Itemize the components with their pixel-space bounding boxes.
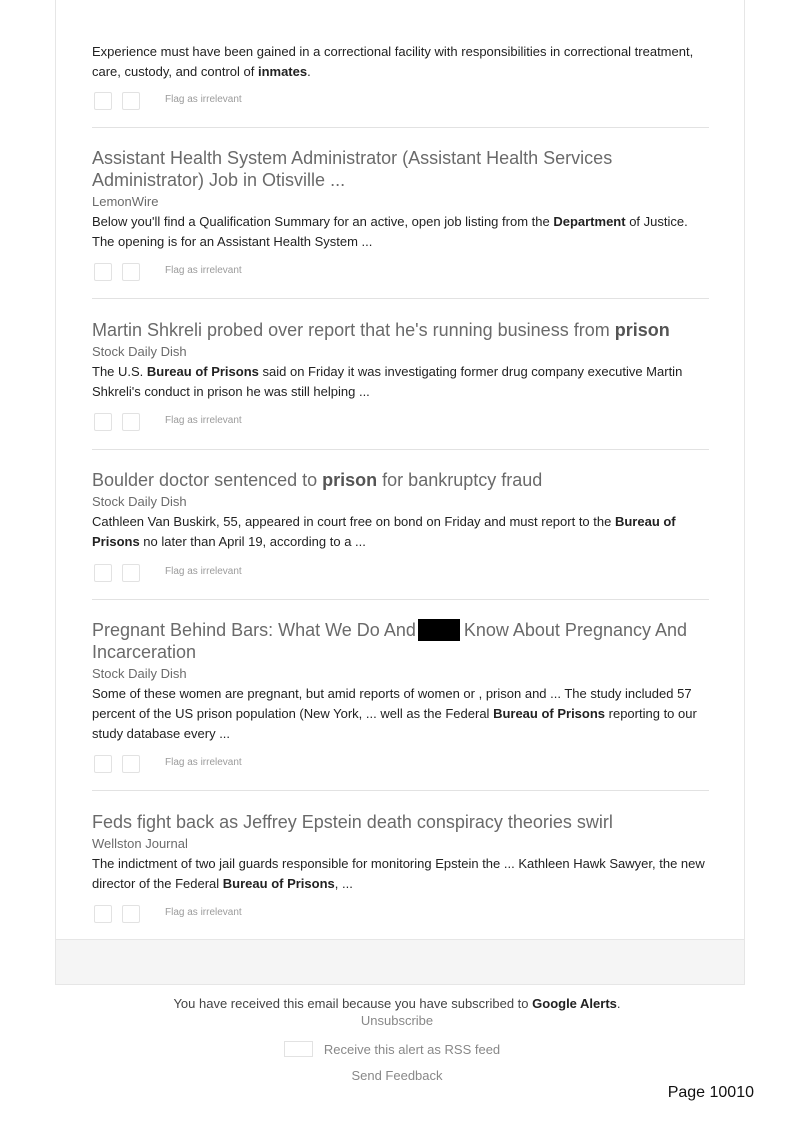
thumbs-down-checkbox[interactable]	[122, 564, 140, 582]
flag-irrelevant-link[interactable]: Flag as irrelevant	[165, 415, 242, 426]
result-title-link[interactable]: Feds fight back as Jeffrey Epstein death conspiracy theories swirl	[92, 812, 613, 832]
divider	[92, 298, 709, 299]
thumbs-up-checkbox[interactable]	[94, 263, 112, 281]
result-source: Wellston Journal	[92, 836, 188, 851]
thumbs-up-checkbox[interactable]	[94, 905, 112, 923]
google-alerts-brand: Google Alerts	[532, 996, 617, 1011]
unsubscribe-link[interactable]: Unsubscribe	[360, 1013, 434, 1028]
thumbs-up-checkbox[interactable]	[94, 564, 112, 582]
result-source: LemonWire	[92, 194, 159, 209]
result-title-link[interactable]: Assistant Health System Administrator (Assistant Health Services Administrator) Job in Otisville ...	[92, 148, 613, 190]
result-source: Stock Daily Dish	[92, 344, 187, 359]
thumbs-up-checkbox[interactable]	[94, 755, 112, 773]
result-snippet: Cathleen Van Buskirk, 55, appeared in court free on bond on Friday and must report to the Bureau of Prisons no later than April 19, according to a ...	[92, 514, 676, 549]
result-item	[92, 619, 709, 744]
result-item	[92, 319, 709, 402]
thumbs-up-checkbox[interactable]	[94, 413, 112, 431]
thumbs-down-checkbox[interactable]	[122, 755, 140, 773]
thumbs-down-checkbox[interactable]	[122, 905, 140, 923]
divider	[92, 599, 709, 600]
result-item	[92, 147, 709, 252]
result-title-link[interactable]: Pregnant Behind Bars: What We Do And Know About Pregnancy And Incarceration	[92, 620, 688, 662]
result-snippet: Below you'll find a Qualification Summary for an active, open job listing from the Department of Justice. The opening is for an Assistant Health System ...	[92, 214, 688, 249]
redaction-box	[418, 619, 460, 641]
card-footer	[56, 939, 744, 984]
result-item	[92, 811, 709, 894]
result-item	[92, 469, 709, 552]
result-snippet: The U.S. Bureau of Prisons said on Friday it was investigating former drug company executive Martin Shkreli's conduct in prison he was still helping ...	[92, 364, 683, 399]
flag-irrelevant-link[interactable]: Flag as irrelevant	[165, 566, 242, 577]
flag-irrelevant-link[interactable]: Flag as irrelevant	[165, 907, 242, 918]
result-snippet: Some of these women are pregnant, but amid reports of women or , prison and ... The study included 57 percent of the US prison population (New York, ... well as the Federal Bureau of Prisons reporting to our study database every ...	[92, 686, 697, 741]
thumbs-down-checkbox[interactable]	[122, 413, 140, 431]
thumbs-up-checkbox[interactable]	[94, 92, 112, 110]
result-title-link[interactable]: Martin Shkreli probed over report that he's running business from prison	[92, 320, 670, 340]
result-snippet: Experience must have been gained in a correctional facility with responsibilities in correctional treatment, care, custody, and control of inmates.	[92, 44, 694, 79]
flag-irrelevant-link[interactable]: Flag as irrelevant	[165, 94, 242, 105]
thumbs-down-checkbox[interactable]	[122, 263, 140, 281]
send-feedback-link[interactable]: Send Feedback	[351, 1068, 443, 1083]
result-source: Stock Daily Dish	[92, 494, 187, 509]
flag-irrelevant-link[interactable]: Flag as irrelevant	[165, 757, 242, 768]
intro-result	[92, 40, 709, 82]
result-title-link[interactable]: Boulder doctor sentenced to prison for bankruptcy fraud	[92, 470, 543, 490]
rss-feed-link[interactable]: Receive this alert as RSS feed	[323, 1042, 501, 1057]
subscription-notice: You have received this email because you have subscribed to Google Alerts.	[173, 996, 621, 1011]
divider	[92, 127, 709, 128]
page-number: Page 10010	[667, 1084, 754, 1101]
result-source: Stock Daily Dish	[92, 666, 187, 681]
thumbs-down-checkbox[interactable]	[122, 92, 140, 110]
flag-irrelevant-link[interactable]: Flag as irrelevant	[165, 265, 242, 276]
divider	[92, 449, 709, 450]
result-snippet: The indictment of two jail guards responsible for monitoring Epstein the ... Kathleen Hawk Sawyer, the new director of the Federal Bureau of Prisons, ...	[92, 856, 705, 891]
divider	[92, 790, 709, 791]
